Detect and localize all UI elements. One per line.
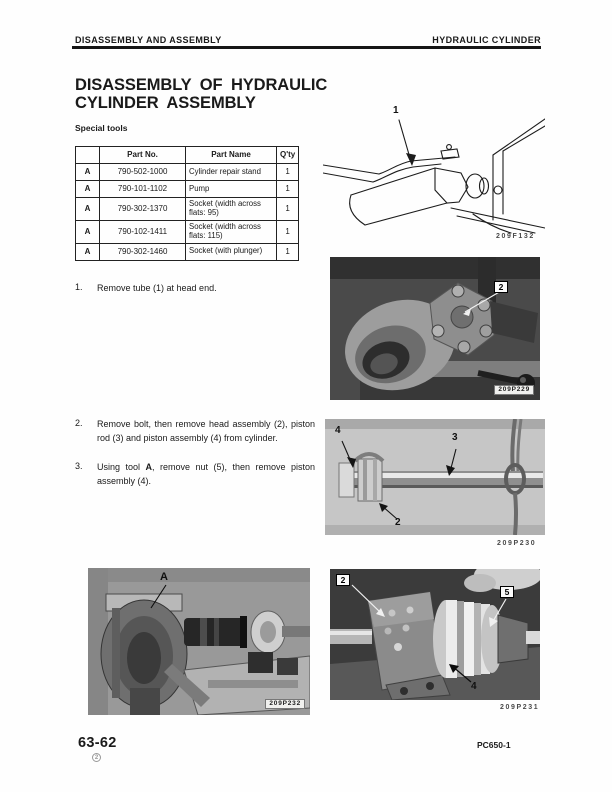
figure-piston-rod-photo [325, 419, 545, 535]
header-section-title: DISASSEMBLY AND ASSEMBLY [75, 35, 222, 45]
procedure-steps-2-3 [75, 418, 315, 504]
callout-3: 3 [452, 432, 458, 443]
cell-mark: A [76, 198, 100, 221]
step-number: 1. [75, 282, 83, 292]
figure-head-assembly-photo [330, 257, 540, 400]
step-text-after: , remove nut (5), then remove piston assembly (4). [97, 462, 315, 486]
cell-part-name: Cylinder repair stand [186, 164, 277, 181]
step-item-1 [75, 282, 315, 296]
table-row [76, 164, 299, 181]
callout-5: 5 [500, 586, 514, 598]
figure-id-209P230: 209P230 [497, 540, 537, 547]
cell-part-no: 790-302-1460 [100, 243, 186, 260]
special-tools-label: Special tools [75, 123, 128, 133]
callout-4: 4 [471, 681, 477, 692]
cell-mark: A [76, 220, 100, 243]
step-number: 2. [75, 418, 83, 428]
cell-mark: A [76, 164, 100, 181]
page-title-line2: CYLINDER ASSEMBLY [75, 94, 256, 113]
footer-revision-badge: 2 [92, 753, 101, 762]
cell-mark: A [76, 243, 100, 260]
cell-qty: 1 [277, 164, 299, 181]
footer-page-number: 63-62 [78, 735, 117, 751]
cell-part-no: 790-102-1411 [100, 220, 186, 243]
figure-id-209F132: 209F132 [496, 233, 535, 240]
cell-part-name: Pump [186, 181, 277, 198]
procedure-steps-1 [75, 282, 315, 312]
cell-mark: A [76, 181, 100, 198]
step-text: Remove bolt, then remove head assembly (2), piston rod (3) and piston assembly (4) from cylinder. [97, 419, 315, 443]
table-row [76, 198, 299, 221]
callout-2: 2 [395, 517, 401, 528]
table-header-mark [76, 147, 100, 164]
step-item-3 [75, 461, 315, 488]
figure-repair-stand-photo [88, 568, 310, 715]
cell-qty: 1 [277, 243, 299, 260]
figure-piston-assembly-photo [330, 569, 540, 700]
cell-qty: 1 [277, 198, 299, 221]
footer-model-number: PC650-1 [477, 740, 511, 750]
table-row [76, 243, 299, 260]
callout-4: 4 [335, 425, 341, 436]
repair-stand-photo [88, 568, 310, 715]
figure-id-209P232: 209P232 [265, 699, 305, 710]
callout-1: 1 [393, 105, 399, 116]
figure-id-209P229: 209P229 [494, 385, 534, 396]
cell-part-name: Socket (width across flats: 115) [186, 220, 277, 243]
step-text: Remove tube (1) at head end. [97, 283, 217, 293]
head-assembly-photo [330, 257, 540, 400]
page-title-line1: DISASSEMBLY OF HYDRAULIC [75, 76, 328, 94]
table-header-row [76, 147, 299, 164]
table-row [76, 181, 299, 198]
table-header-part-no: Part No. [100, 147, 186, 164]
callout-2: 2 [336, 574, 350, 586]
cell-part-name: Socket (width across flats: 95) [186, 198, 277, 221]
figure-id-209P231: 209P231 [500, 704, 540, 711]
cell-part-no: 790-101-1102 [100, 181, 186, 198]
cell-qty: 1 [277, 220, 299, 243]
figure-tube-drawing [323, 102, 545, 235]
callout-2: 2 [494, 281, 508, 293]
step-item-2 [75, 418, 315, 445]
piston-rod-photo [325, 419, 545, 535]
header-rule [72, 46, 541, 49]
step-text-before: Using tool [97, 462, 146, 472]
table-header-qty: Q'ty [277, 147, 299, 164]
arrowhead [406, 153, 416, 166]
step-text [97, 461, 315, 488]
tool-a-ref: A [145, 462, 152, 472]
cell-qty: 1 [277, 181, 299, 198]
tube-line-art [323, 102, 545, 235]
header-chapter-title: HYDRAULIC CYLINDER [432, 35, 541, 45]
special-tools-table [75, 146, 299, 261]
cell-part-no: 790-302-1370 [100, 198, 186, 221]
step-number: 3. [75, 461, 83, 471]
page-title [75, 76, 327, 112]
table-header-part-name: Part Name [186, 147, 277, 164]
cell-part-name: Socket (with plunger) [186, 243, 277, 260]
table-row [76, 220, 299, 243]
cell-part-no: 790-502-1000 [100, 164, 186, 181]
callout-a: A [160, 571, 168, 583]
